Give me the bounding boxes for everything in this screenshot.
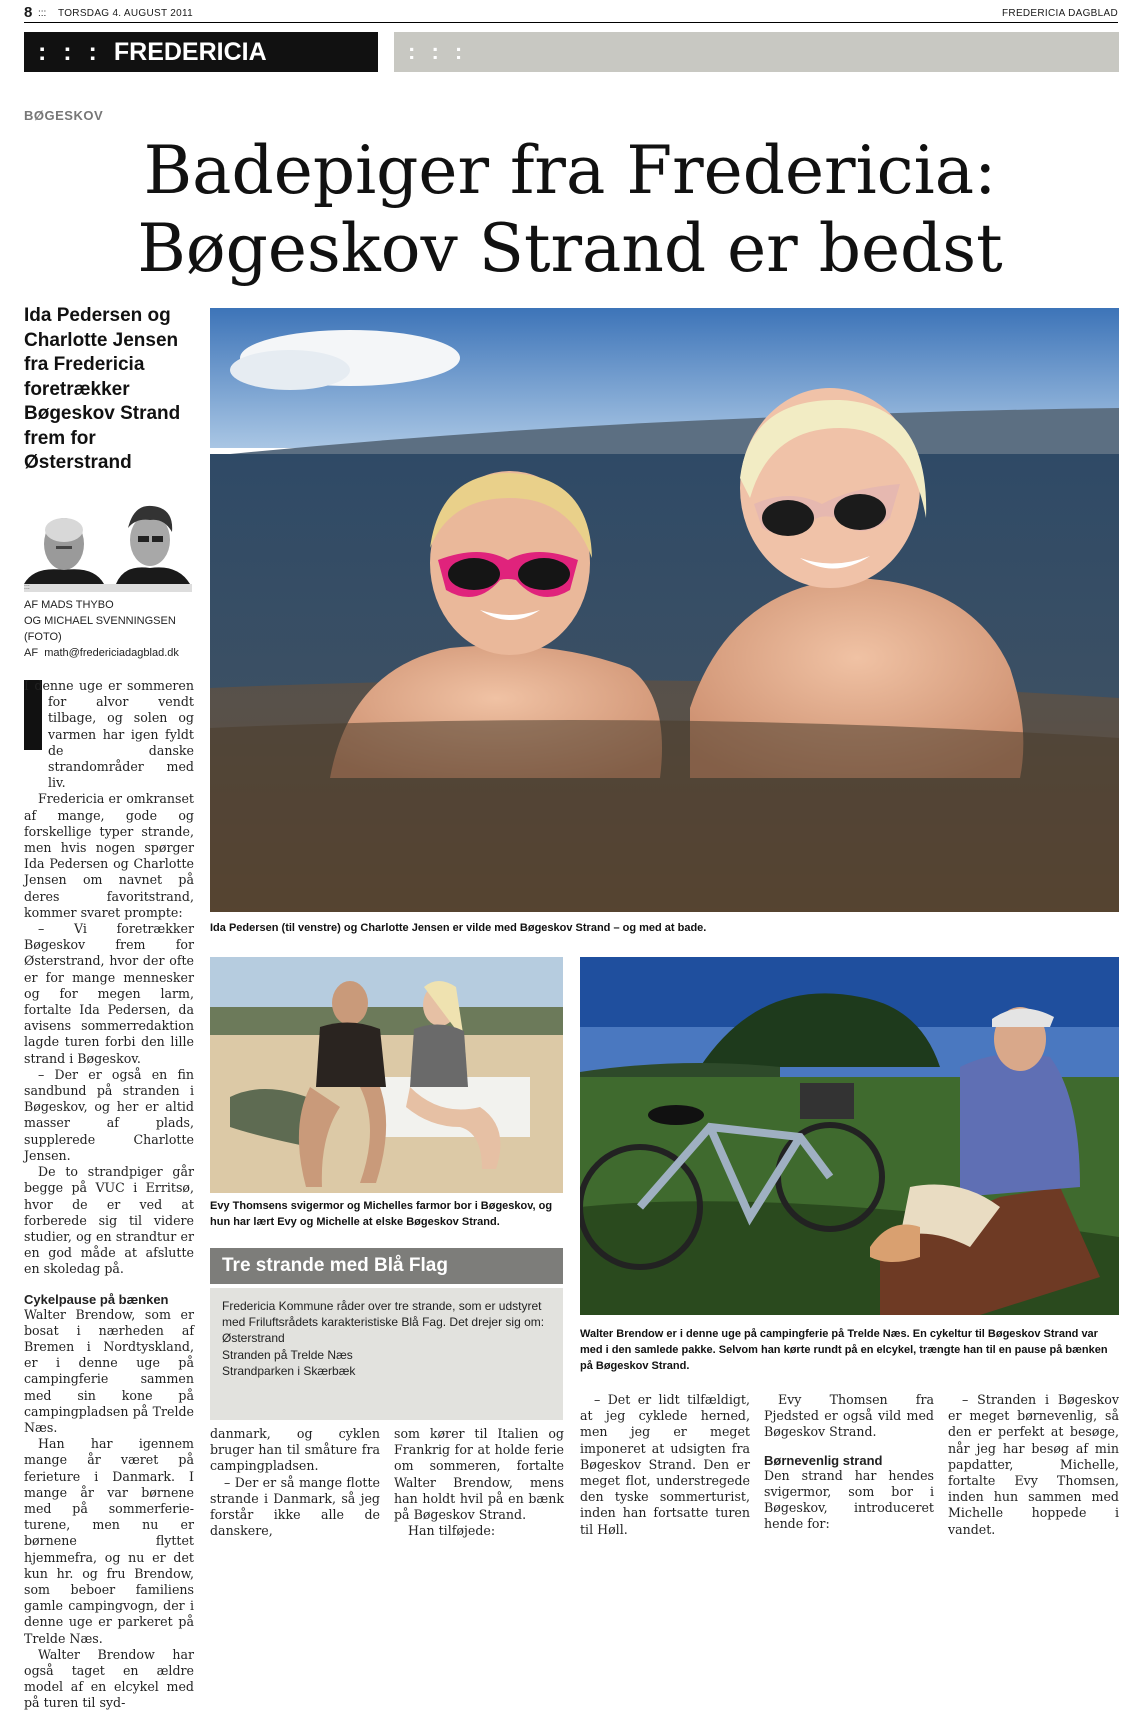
bike-photo-caption: Walter Brendow er i denne uge på campingferie på Trelde Næs. En cykeltur til Bøgeskov Strand var med i den samlede pakke. Selvom han kørte rundt på en elcykel, trængte han til en pause på bænken på Bøgeskov Strand.	[580, 1328, 1108, 1372]
paragraph: I denne uge er sommeren for alvor vendt tilbage, og solen og varmen har igen fyldt de danske strandområder med liv.	[24, 678, 194, 791]
factbox-item: Strandparken i Skærbæk	[222, 1363, 356, 1378]
band-dots: : : :	[408, 39, 468, 64]
paragraph: Den strand har hendes svigermor, som bor i Bøgeskov, introduceret hende for:	[764, 1467, 934, 1532]
byline-photographer: OG MICHAEL SVENNINGSEN	[24, 615, 176, 627]
photo-man-with-bike	[580, 957, 1119, 1315]
paragraph: som kører til Italien og Frankrig for at holde ferie om sommeren, fortalte Walter Brendow, mens han holdt hvil på en bænk på Bøgeskov Strand.	[394, 1426, 564, 1523]
byline-photo-note: (FOTO)	[24, 631, 62, 643]
factbox-header	[210, 1248, 563, 1284]
paragraph: – Stranden i Bøgeskov er meget børnevenlig, så den er perfekt at besøge, når jeg har besøg af min papdatter, Michelle, fortalte Evy Thomsen, inden hun sammen med Michelle hoppede i vandet.	[948, 1392, 1119, 1537]
factbox-intro: Fredericia Kommune råder over tre strande, som er udstyret med Friluftsrådets karakteristiske Blå Fag. Det drejer sig om:	[222, 1299, 545, 1330]
byline	[24, 597, 194, 661]
section-name: FREDERICIA	[113, 38, 267, 66]
section-dots: : : :	[38, 38, 102, 66]
photo-beach-women	[210, 957, 563, 1193]
portrait-author-2	[116, 506, 190, 584]
article-kicker: BØGESKOV	[24, 108, 104, 123]
factbox-title: Tre strande med Blå Flag	[222, 1255, 448, 1276]
headline-line-2: Bøgeskov Strand er bedst	[137, 210, 1003, 287]
portrait-author-1	[24, 500, 108, 584]
body-column-3	[394, 1426, 564, 1539]
paragraph: – Vi foretrækker Bøgeskov frem for Østerstrand, hvor der ofte er for mange mennesker og for megen larm, fortalte Ida Pedersen, da avisens sommerredaktion lagde turen forbi den lille strand i Bøgeskov.	[24, 921, 194, 1066]
header-rule	[24, 22, 1118, 23]
paragraph: Han har igennem mange år været på ferieture i Danmark. I mange år var børnene med på sommerferie-turene, men nu er børnene flyttet hjemmefra, og nu er det kun hr. og fru Brendow, som beboer familiens gamle campingvogn, der i denne uge er parkeret på Trelde Næs.	[24, 1436, 194, 1646]
article-lead: Ida Pedersen og Charlotte Jensen fra Fredericia foretrækker Bøgeskov Strand frem for Østerstrand	[24, 305, 181, 473]
body-column-1	[24, 678, 194, 1712]
article-headline	[120, 132, 1020, 288]
byline-email: math@fredericiadagblad.dk	[44, 647, 179, 659]
beach-photo-caption: Evy Thomsens svigermor og Michelles farmor bor i Bøgeskov, og hun har lært Evy og Michelle at elske Bøgeskov Strand.	[210, 1200, 553, 1228]
paragraph: – Der er også en fin sandbund på stranden i Bøgeskov, og her er altid masser af plads, supplerede Charlotte Jensen.	[24, 1066, 194, 1163]
factbox-text	[222, 1298, 552, 1379]
byline-dots: :::	[24, 584, 192, 592]
main-photo-swimmers	[210, 308, 1119, 912]
subheading: Cykelpause på bænken	[24, 1291, 169, 1307]
factbox-item: Østerstrand	[222, 1331, 285, 1346]
byline-author: AF MADS THYBO	[24, 599, 114, 611]
paragraph: Evy Thomsen fra Pjedsted er også vild med Bøgeskov Strand.	[764, 1392, 934, 1440]
factbox-item: Stranden på Trelde Næs	[222, 1347, 353, 1362]
paragraph: Walter Brendow har også taget en ældre model af en elcykel med på turen til syd-	[24, 1646, 194, 1711]
body-column-5	[764, 1392, 934, 1532]
body-column-4	[580, 1392, 750, 1538]
header-gray-band	[394, 32, 1119, 72]
body-column-6	[948, 1392, 1119, 1538]
header-separator: :::	[38, 8, 47, 19]
paragraph: Fredericia er omkranset af mange, gode og forskellige typer strande, men hvis nogen spørger Ida Pedersen og Charlotte Jensen om navnet på deres favoritstrand, kommer svaret prompte:	[24, 791, 194, 920]
paragraph: – Det er lidt tilfældigt, at jeg cyklede herned, men jeg er meget imponeret at udsigten fra Bøgeskov Strand. Den er meget flot, understregede den tyske sommerturist, inden han fortsatte turen til Høll.	[580, 1392, 750, 1537]
subheading: Børnevenlig strand	[764, 1452, 883, 1468]
paragraph: – Der er så mange flotte strande i Danmark, så jeg forstår ikke alle de danskere,	[210, 1474, 380, 1539]
paragraph: danmark, og cyklen bruger han til småture fra campingpladsen.	[210, 1426, 380, 1474]
page-number: 8	[24, 4, 33, 21]
body-column-2	[210, 1426, 380, 1539]
newspaper-name: FREDERICIA DAGBLAD	[1002, 8, 1118, 19]
main-photo-caption: Ida Pedersen (til venstre) og Charlotte Jensen er vilde med Bøgeskov Strand – og med at bade.	[210, 922, 707, 934]
byline-email-label: AF	[24, 647, 39, 659]
byline-portraits	[24, 500, 192, 584]
paragraph: Walter Brendow, som er bosat i nærheden af Bremen i Nordtyskland, er i denne uge på campingferie sammen med sin kone på campingpladsen på Trelde Næs.	[24, 1306, 194, 1435]
page-date: TORSDAG 4. AUGUST 2011	[58, 8, 193, 19]
paragraph: De to strandpiger går begge på VUC i Erritsø, hvor de er ved at forberede sig til videre studier, og en strandtur er en god måde at afslutte en skoledag på.	[24, 1164, 194, 1277]
headline-line-1: Badepiger fra Fredericia:	[143, 132, 997, 209]
paragraph: Han tilføjede:	[408, 1523, 496, 1539]
section-bar	[24, 32, 378, 72]
